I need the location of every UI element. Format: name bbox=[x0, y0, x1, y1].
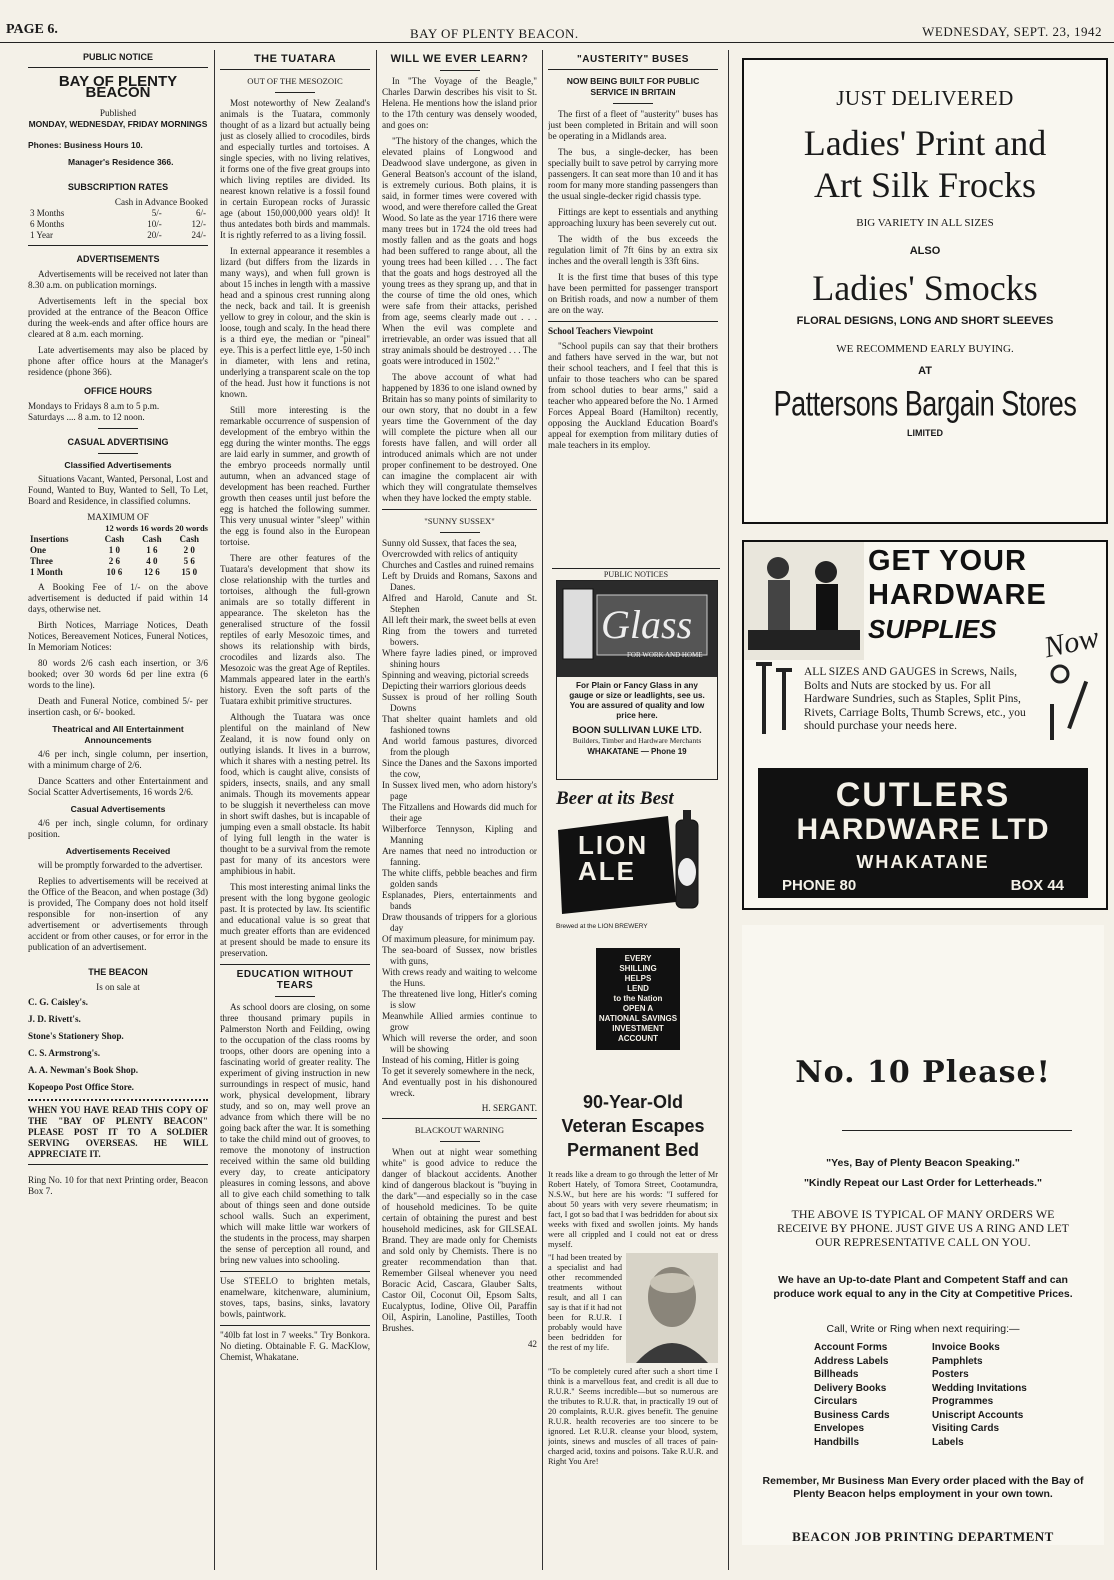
product-item: Account Forms bbox=[814, 1342, 888, 1353]
seller-item: Kopeopo Post Office Store. bbox=[28, 1082, 134, 1092]
ad-number: 42 bbox=[527, 1339, 537, 1349]
divider bbox=[382, 1118, 537, 1119]
hardware-headline-1: GET YOUR bbox=[868, 545, 1027, 577]
article-body bbox=[220, 98, 370, 959]
table-cell: 3 Months bbox=[30, 208, 65, 218]
paragraph: Fittings are kept to essentials and anything approaching luxury has been severely cut out. bbox=[548, 207, 718, 228]
paragraph: Still more interesting is the remarkable occurrence of suspension of development of the embryo within the egg during the winter months. The eggs are laid early in summer, and growth of the embryo proceeds normally until autumn, when an advanced stage of development has been reached. Further growth then ceases until just before the egg is hatched the following summer. This very unusual winter "sleep" within the egg is found also in the European tortoise. bbox=[220, 405, 370, 547]
table-cell: 6 Months bbox=[30, 219, 65, 229]
poem-line: Where fayre ladies pined, or improved shining hours bbox=[382, 648, 537, 669]
divider bbox=[98, 453, 138, 454]
article-title: "AUSTERITY" BUSES bbox=[577, 54, 689, 65]
article-body: When out at night wear something white" is good advice to reduce the danger of blackout accidents. Another kind of dangerous blackout is "buying in the dark"—and especially so in the case of household medicines. To be quite certain of obtaining the purest and best household medicines, ask for GILSEAL Brand. They are made only for Chemists and sold only by Chemists. There is no greater recommendation than that. Remember Gilseal whenever you need Boracic Acid, Cascara, Glauber Salts, Castor Oil, Coconut Oil, Epsom Salts, Eucalyptus, Iodine, Olive Oil, Paraffin Oil, Aspirin, Lanoline, Pastilles, Tooth Brushes. bbox=[382, 1147, 537, 1333]
poem-line: Are names that need no introduction or fanning. bbox=[382, 846, 537, 867]
subscription-row bbox=[28, 230, 208, 241]
column-public-notice bbox=[28, 50, 208, 1570]
also-label: ALSO bbox=[909, 245, 941, 257]
products-left bbox=[814, 1341, 932, 1449]
savings-line: to the Nation bbox=[613, 994, 663, 1003]
poem-line: Which will reverse the order, and soon will be showing bbox=[382, 1033, 537, 1054]
article-subtitle: NOW BEING BUILT FOR PUBLIC SERVICE IN BRITAIN bbox=[566, 76, 700, 97]
poem-line: In Sussex lived men, who adorn history's page bbox=[382, 780, 537, 801]
variety-line: BIG VARIETY IN ALL SIZES bbox=[856, 217, 994, 229]
divider bbox=[28, 245, 208, 246]
product-item: Delivery Books bbox=[814, 1382, 887, 1394]
poem-line: Overcrowded with relics of antiquity bbox=[382, 549, 518, 559]
poem-line: The white cliffs, pebble beaches and firm golden sands bbox=[382, 868, 537, 889]
article-body: "School pupils can say that their brothers and fathers have served in the war, but not their school teachers, and I feel that this is unfair to those teachers who can be spared from school duties to bear arms," said a teacher who appeared before the No. 1 Armed Forces Appeal Board (Hamilton) recently, opposing the Auckland Education Board's appeal for exemption from military duties of male teachers in its employ. bbox=[548, 341, 718, 450]
divider bbox=[382, 509, 537, 510]
glass-banner bbox=[557, 581, 717, 677]
portrait-illustration bbox=[626, 1253, 718, 1363]
poem-line: With crews ready and waiting to welcome the Huns. bbox=[382, 967, 537, 988]
column-divider bbox=[376, 50, 377, 1570]
table-cell: 20/- bbox=[147, 230, 162, 240]
glass-company: BOON SULLIVAN LUKE LTD. bbox=[572, 725, 702, 736]
cutlers-name: CUTLERS bbox=[835, 776, 1011, 814]
table-cell: 24/- bbox=[191, 230, 206, 240]
subscription-heading: SUBSCRIPTION RATES bbox=[67, 182, 169, 192]
savings-line: OPEN A bbox=[622, 1004, 654, 1013]
table-cell: Cash bbox=[104, 534, 125, 544]
column-austerity bbox=[548, 50, 718, 570]
store-name: Pattersons Bargain Stores bbox=[773, 384, 1077, 424]
savings-advertisement bbox=[596, 948, 680, 1058]
poem-body bbox=[382, 538, 537, 1099]
received-paragraph: will be promptly forwarded to the advertiser. bbox=[38, 860, 203, 870]
table-cell: 5/- bbox=[151, 208, 162, 218]
product-item: Circulars bbox=[814, 1396, 858, 1407]
poem-line: All left their mark, the sweet bells at even bbox=[382, 615, 536, 625]
page-number: PAGE 6. bbox=[6, 22, 58, 37]
products-grid bbox=[814, 1341, 1104, 1449]
recommend-line: WE RECOMMEND EARLY BUYING. bbox=[836, 343, 1014, 355]
glass-tagline: FOR WORK AND HOME bbox=[627, 651, 703, 659]
brewery-credit: Brewed at the LION BREWERY bbox=[556, 923, 648, 930]
article-title: WILL WE EVER LEARN? bbox=[390, 53, 529, 65]
paragraph: Although the Tuatara was once plentiful on the mainland of New Zealand, it is now found only on outlying islands. It lives in a burrow, which it shares with a nesting petrel. Its food, which is caught alive, consists of spiders, insects, snails, and any small animals. Though its movements appear to be sluggish it nevertheless can move in short swift dashes, but is incapable of jumping even a small obstacle. Its habit of lying full length in the water is thought to be a survival from the remote past for many of its ancestors were amphibious in habit. bbox=[220, 712, 370, 876]
notice-rates: 80 words 2/6 cash each insertion, or 3/6 booked; over 30 words 6d per line extra (6 words to the line). bbox=[28, 658, 208, 690]
quote-2: "Kindly Repeat our Last Order for Letterheads." bbox=[803, 1177, 1043, 1189]
savings-line: INVESTMENT ACCOUNT bbox=[612, 1024, 664, 1043]
pattersons-advertisement bbox=[742, 58, 1108, 524]
divider bbox=[842, 1130, 1072, 1131]
steelo-ad: Use STEELO to brighten metals, enamelware, kitchenware, aluminium, stoves, taps, basins, sinks, lavatory bowls, paintwork. bbox=[220, 1276, 370, 1319]
divider bbox=[440, 1141, 480, 1142]
product-item: Labels bbox=[932, 1436, 964, 1448]
casual-heading: Casual Advertisements bbox=[70, 804, 166, 814]
table-cell: 2 6 bbox=[108, 556, 121, 566]
rates-row bbox=[28, 545, 208, 556]
birth-notices: Birth Notices, Marriage Notices, Death Notices, Bereavement Notices, Funeral Notices, In Memoriam Notices: bbox=[28, 620, 208, 652]
paper-title: BAY OF PLENTY BEACON bbox=[58, 73, 178, 101]
poem-line: Wilberforce Tennyson, Kipling and Manning bbox=[382, 824, 537, 845]
shopkeeper-illustration bbox=[744, 542, 864, 660]
product-item: Address Labels bbox=[814, 1355, 889, 1367]
on-sale: Is on sale at bbox=[96, 982, 140, 992]
public-notices-heading: PUBLIC NOTICES bbox=[552, 568, 720, 579]
poem-line: Draw thousands of trippers for a glorious day bbox=[382, 912, 537, 933]
dance-paragraph: Dance Scatters and other Entertainment and Social Scatter Advertisements, 16 words 2/6. bbox=[28, 776, 208, 797]
adv-paragraph: Late advertisements may also be placed by phone after office hours at the Manager's residence (phone 366). bbox=[28, 345, 208, 377]
cutlers-block bbox=[758, 768, 1088, 898]
plant-statement: We have an Up-to-date Plant and Competent Staff and can produce work equal to any in the City at Competitive Prices. bbox=[773, 1274, 1073, 1300]
table-cell: 1 Month bbox=[30, 567, 63, 577]
savings-line: EVERY bbox=[624, 954, 652, 963]
article-body bbox=[548, 109, 718, 316]
veteran-advertisement bbox=[548, 1090, 718, 1550]
table-cell: 15 0 bbox=[181, 567, 198, 577]
issue-date: WEDNESDAY, SEPT. 23, 1942 bbox=[922, 24, 1102, 39]
divider bbox=[220, 964, 370, 965]
typical-orders: THE ABOVE IS TYPICAL OF MANY ORDERS WE RECEIVE BY PHONE. JUST GIVE US A RING AND LET OUR REPRESENTATIVE CALL ON YOU. bbox=[776, 1207, 1069, 1249]
divider bbox=[548, 69, 718, 70]
frocks-line-2: Art Silk Frocks bbox=[813, 165, 1036, 205]
table-cell: 5 6 bbox=[183, 556, 195, 566]
office-hours-weekdays: Mondays to Fridays 8 a.m to 5 p.m. bbox=[28, 401, 160, 411]
glass-text: For Plain or Fancy Glass in any gauge or size or leadlights, see us. You are assured of quality and low price here. bbox=[569, 681, 705, 720]
death-notices: Death and Funeral Notice, combined 5/- per insertion cash, or 6/- booked. bbox=[28, 696, 208, 717]
rates-header-row bbox=[28, 534, 208, 545]
department-name: BEACON JOB PRINTING DEPARTMENT bbox=[792, 1529, 1054, 1544]
masthead-rule bbox=[0, 42, 1114, 43]
hardware-body: ALL SIZES AND GAUGES in Screws, Nails, Bolts and Nuts are stocked by us. For all Hardware Sundries, such as Staples, Split Pins, Rivets, Carriage Bolts, Thumb Screws, etc., you should purchase your needs here. bbox=[804, 666, 1026, 732]
classified-paragraph: Situations Vacant, Wanted, Personal, Lost and Found, Wanted to Buy, Wanted to Sell, To Let, Board and Residence, in classified columns. bbox=[28, 474, 208, 506]
table-cell: Cash bbox=[179, 534, 200, 544]
table-cell: Cash bbox=[142, 534, 162, 544]
bolts-icon bbox=[1040, 660, 1100, 748]
poem-line: Meanwhile Allied armies continue to grow bbox=[382, 1011, 537, 1032]
subscription-row bbox=[28, 219, 208, 230]
poem-line: Sunny old Sussex, that faces the sea, bbox=[382, 538, 517, 548]
divider bbox=[440, 532, 480, 533]
received-heading: Advertisements Received bbox=[65, 846, 171, 856]
savings-line: HELPS bbox=[624, 974, 652, 983]
article-title: EDUCATION WITHOUT TEARS bbox=[236, 969, 354, 991]
table-cell: 12/- bbox=[191, 219, 206, 229]
published-label: Published bbox=[99, 108, 137, 118]
casual-paragraph: 4/6 per inch, single column, for ordinary position. bbox=[28, 818, 208, 839]
table-cell: 1 6 bbox=[146, 545, 158, 555]
cutlers-hardware: HARDWARE LTD bbox=[796, 813, 1050, 846]
now-script: Now bbox=[1041, 620, 1102, 665]
poem-line: The threatened live long, Hitler's coming is slow bbox=[382, 989, 537, 1010]
just-delivered: JUST DELIVERED bbox=[836, 86, 1014, 110]
column-divider bbox=[214, 50, 215, 1570]
classified-heading: Classified Advertisements bbox=[64, 460, 172, 470]
poem-line: Churches and Castles and ruined remains bbox=[382, 560, 534, 570]
table-cell: 4 0 bbox=[146, 556, 158, 566]
maximum-heading: MAXIMUM OF bbox=[87, 512, 149, 522]
poem-line: To get it severely somewhere in the neck, bbox=[382, 1066, 535, 1076]
adv-paragraph: Advertisements left in the special box provided at the entrance of the Beacon Office during the week-ends and after office hours are cleared at 8 a.m. each morning. bbox=[28, 296, 208, 339]
poem-line: And eventually post in his dishonoured wreck. bbox=[382, 1077, 537, 1098]
poem-line: Depicting their warriors glorious deeds bbox=[382, 681, 526, 691]
poem-line: Ring from the towers and turreted bowers. bbox=[382, 626, 537, 647]
article-title: School Teachers Viewpoint bbox=[548, 326, 654, 336]
table-cell: Three bbox=[30, 556, 53, 566]
column-darwin bbox=[382, 50, 537, 1570]
paragraph: The bus, a single-decker, has been specially built to save petrol by carrying more passengers. It can seat more than 10 and it has room for many more standing passengers than the usual single-decker rigid chassis type. bbox=[548, 147, 718, 201]
publication-days: MONDAY, WEDNESDAY, FRIDAY MORNINGS bbox=[28, 119, 208, 129]
masthead bbox=[0, 0, 1114, 44]
table-cell: 1 Year bbox=[30, 230, 54, 240]
table-cell: 1 0 bbox=[108, 545, 121, 555]
paragraph: In "The Voyage of the Beagle," Charles Darwin describes his visit to St. Helena. He mentions how the island prior to the 17th century was densely wooded, and goes on: bbox=[382, 76, 537, 130]
product-item: Pamphlets bbox=[932, 1355, 983, 1367]
poem-line: Sussex is proud of her rolling South Downs bbox=[382, 692, 537, 713]
portrait-photo bbox=[626, 1253, 718, 1363]
rates-table bbox=[28, 534, 208, 578]
article-subtitle: OUT OF THE MESOZOIC bbox=[247, 76, 343, 86]
at-label: AT bbox=[918, 365, 932, 377]
poem-line: Instead of his coming, Hitler is going bbox=[382, 1055, 520, 1065]
bonkora-ad: "40lb fat lost in 7 weeks." Try Bonkora. No dieting. Obtainable F. G. MacKlow, Chemist, Whakatane. bbox=[220, 1330, 370, 1362]
subscription-table bbox=[28, 208, 208, 241]
poem-line: Left by Druids and Romans, Saxons and Danes. bbox=[382, 571, 537, 592]
paragraph: In external appearance it resembles a lizard (but differs from the lizards in many ways), and when full grown is about 15 inches in length with a massive head and a spinous crest running along the neck, back and tail. It is greenish yellow to grey in colour, and the skin is loose, tough and scaly. In the head there is a third eye, the median or "pineal" eye. This is a perfect little eye, 1-50 inch in diameter, with lens and retina, underlying a transparent scale on the top of the head. Just how it functions is not known. bbox=[220, 246, 370, 399]
glass-advertisement bbox=[556, 580, 718, 780]
cutlers-box: BOX 44 bbox=[1010, 877, 1064, 894]
rates-row bbox=[28, 556, 208, 567]
poem-line: Esplanades, Piers, entertainments and bands bbox=[382, 890, 537, 911]
column-tuatara bbox=[220, 50, 370, 1570]
seller-item: C. S. Armstrong's. bbox=[28, 1048, 101, 1058]
article-body: It reads like a dream to go through the letter of Mr Robert Hately, of Tomora Street, Cootamundra, N.S.W., but here are his words: "I suffered for about 50 years with very severe rheumatism; in fact, I got so bad that I was bedridden for about six weeks with fixed and swollen joints. My hands were all crippled and I could not eat or dress myself. bbox=[548, 1170, 718, 1249]
office-hours-saturday: Saturdays .... 8 a.m. to 12 noon. bbox=[28, 412, 145, 422]
maximum-columns: 12 words 16 words 20 words bbox=[105, 523, 208, 533]
paragraph: The first of a fleet of "austerity" buses has just been completed in Britain and will soon be operating in a Midlands area. bbox=[548, 109, 718, 141]
cutlers-phone: PHONE 80 bbox=[782, 877, 857, 894]
article-body: "To be completely cured after such a short time I think is a marvellous feat, and credit is all due to R.U.R." Seems incredible—but so numerous are the tributes to R.U.R. that, in practically 19 out of 20 complaints, R.U.R. gives benefit. The genuine R.U.R. health recoveries are too sincere to be ignored. Let R.U.R. cleanse your blood, system, joints, sinews and muscles of all traces of pain-charged acid, toxins and poisons. Take R.U.R. and Right You Are! bbox=[548, 1367, 718, 1466]
screws-icon bbox=[752, 660, 802, 748]
beacon-printing-advertisement bbox=[742, 925, 1104, 1545]
table-cell: 10 6 bbox=[106, 567, 123, 577]
product-item: Wedding Invitations bbox=[932, 1382, 1027, 1394]
seller-item: C. G. Caisley's. bbox=[28, 997, 88, 1007]
paragraph: This most interesting animal links the present with the long bygone geologic past. It is protected by law. Its scientific and educational value is so great that much greater efforts than are evidenced at present should be made to ensure its preservation. bbox=[220, 882, 370, 958]
cutlers-hardware-advertisement bbox=[742, 540, 1108, 910]
beer-slogan: Beer at its Best bbox=[556, 788, 674, 809]
paragraph: It is the first time that buses of this type have been permitted for passenger transport on British roads, and now a number of them are on the way. bbox=[548, 272, 718, 315]
poem-line: Alfred and Harold, Canute and St. Stephen bbox=[382, 593, 537, 614]
poem-line: And world famous pastures, divorced from the plough bbox=[382, 736, 537, 757]
sellers-list bbox=[28, 997, 208, 1093]
divider bbox=[28, 1164, 208, 1165]
poem-line: The Fitzallens and Howards did much for their age bbox=[382, 802, 537, 823]
poem-line: Spinning and weaving, pictorial screeds bbox=[382, 670, 529, 680]
paragraph: "The history of the changes, which the elevated plains of Longwood and Deadwood slave undergone, as given in General Beatson's account of the island, is extremely curious. Both plains, it is said, in former times were covered with wood, and were therefore called the Great Wood. So late as the year 1716 there were many trees but in 1724 the old trees had mostly fallen and as the goats and hogs had been suffered to range about, all the young trees had been killed . . . The fact that the goats and hogs destroyed all the young trees as they sprang up, and that in the course of time the old ones, which were safe from their attacks, perished from age, seems clearly made out . . . When the evil was complete and irretrievable, an order was issued that all stray animals should be destroyed . . . The goats were introduced in 1502." bbox=[382, 136, 537, 366]
seller-item: A. A. Newman's Book Shop. bbox=[28, 1065, 139, 1075]
hardware-banner bbox=[744, 542, 1106, 665]
product-item: Visiting Cards bbox=[932, 1423, 1000, 1434]
article-body bbox=[382, 76, 537, 504]
table-cell: Insertions bbox=[30, 534, 69, 544]
article-title: 90-Year-Old Veteran Escapes Permanent Bed bbox=[561, 1092, 705, 1160]
cutlers-town: WHAKATANE bbox=[856, 852, 990, 872]
table-cell: 6/- bbox=[196, 208, 206, 218]
glass-phone: WHAKATANE — Phone 19 bbox=[587, 747, 687, 756]
subscription-columns: Cash in Advance Booked bbox=[114, 197, 208, 207]
poem-line: Since the Danes and the Saxons imported the cow, bbox=[382, 758, 537, 779]
divider bbox=[440, 70, 480, 71]
beacon-heading: THE BEACON bbox=[88, 967, 148, 977]
article-title: BLACKOUT WARNING bbox=[414, 1125, 505, 1135]
poem-line: That shelter quaint hamlets and old fashioned towns bbox=[382, 714, 537, 735]
product-item: Billheads bbox=[814, 1369, 859, 1380]
glass-subtitle: Builders, Timber and Hardware Merchants bbox=[572, 736, 702, 745]
hardware-body-area bbox=[744, 660, 1106, 748]
divider bbox=[220, 1271, 370, 1272]
hardware-headline-2: HARDWARE bbox=[868, 579, 1047, 611]
product-item: Posters bbox=[932, 1369, 969, 1380]
footer-notice: Ring No. 10 for that next Printing order, Beacon Box 7. bbox=[28, 1175, 208, 1196]
casual-advertising-heading: CASUAL ADVERTISING bbox=[67, 437, 169, 447]
advertisements-heading: ADVERTISEMENTS bbox=[76, 254, 160, 264]
table-cell: 10/- bbox=[147, 219, 162, 229]
paper-name: BAY OF PLENTY BEACON. bbox=[410, 26, 579, 41]
product-item: Programmes bbox=[932, 1396, 994, 1407]
table-cell: 2 0 bbox=[183, 545, 195, 555]
divider bbox=[220, 69, 370, 70]
poem-title: "SUNNY SUSSEX" bbox=[424, 516, 495, 526]
frocks-line-1: Ladies' Print and bbox=[803, 123, 1047, 163]
replies-paragraph: Replies to advertisements will be received at the Office of the Beacon, and when postage (3d) is provided, The Company does not hold itself responsible for non-insertion of any advertisement or advertisements through accident or from other causes, or for error in the publication of an advertisement. bbox=[28, 876, 208, 952]
savings-text bbox=[596, 948, 680, 1050]
poem-line: Of maximum pleasure, for minimum pay. bbox=[382, 934, 535, 944]
divider bbox=[98, 428, 138, 429]
smocks-heading: Ladies' Smocks bbox=[812, 268, 1038, 308]
seller-item: J. D. Rivett's. bbox=[28, 1014, 81, 1024]
subscription-row bbox=[28, 208, 208, 219]
divider bbox=[28, 67, 208, 68]
paragraph: The above account of what had happened by 1836 to one island owned by Britain has so many points of similarity to our own story, that no doubt in a few years time the Government of the day will complete the picture when all our forests have fallen, and will order all introduced animals which are not under proper confinement to be destroyed. One can imagine the complacent air with which they will congratulate themselves when they have locked the empty stable. bbox=[382, 372, 537, 503]
theatrical-paragraph: 4/6 per inch, single column, per insertion, with a minimum charge of 2/6. bbox=[28, 749, 208, 770]
hardware-headline-3: SUPPLIES bbox=[868, 614, 997, 644]
divider bbox=[28, 1099, 208, 1101]
divider bbox=[613, 103, 653, 104]
article-body: "I had been treated by a specialist and had other recommended treatments without result, and all I can say is that if it had not been for R.U.R. I probably would have been bedridden for the rest of my life. bbox=[548, 1253, 622, 1352]
lion-ale-advertisement bbox=[556, 788, 716, 938]
poem-author: H. SERGANT. bbox=[481, 1103, 537, 1113]
phones-residence: Manager's Residence 366. bbox=[68, 157, 174, 167]
table-cell: 12 6 bbox=[143, 567, 160, 577]
product-item: Envelopes bbox=[814, 1423, 865, 1434]
theatrical-heading: Theatrical and All Entertainment Announcements bbox=[52, 724, 184, 745]
savings-line: LEND bbox=[627, 984, 649, 993]
product-item: Uniscript Accounts bbox=[932, 1409, 1024, 1421]
poem-line: The sea-board of Sussex, now bristles with guns, bbox=[382, 945, 537, 966]
no-ten-headline: No. 10 Please! bbox=[795, 1055, 1051, 1090]
article-title: THE TUATARA bbox=[253, 53, 337, 65]
public-notice-heading: PUBLIC NOTICE bbox=[82, 52, 153, 62]
paragraph: The width of the bus exceeds the regulation limit of 7ft 6ins by an extra six inches and the overall length is 33ft 6ins. bbox=[548, 234, 718, 266]
paragraph: Most noteworthy of New Zealand's animals is the Tuatara, commonly thought of as a lizard but actually being just as closely allied to crocodiles, birds and especially turtles and tortoises. A single species, with no living relatives, it forms one of the five great groups into which living reptiles are divided. Its nearest known relative is a fossil found in certain European rocks of Jurassic age (about 150,000,000 years old)! It thus antedates both birds and mammals. It is rightly referred to as a living fossil. bbox=[220, 98, 370, 240]
seller-item: Stone's Stationery Shop. bbox=[28, 1031, 124, 1041]
divider bbox=[220, 1325, 370, 1326]
phones-business: Phones: Business Hours 10. bbox=[28, 140, 143, 150]
divider bbox=[548, 321, 718, 322]
column-divider bbox=[728, 50, 729, 1570]
savings-line: NATIONAL SAVINGS bbox=[598, 1014, 678, 1023]
article-body: As school doors are closing, on some three thousand primary pupils in Palmerston North and Feilding, owing to the occupation of the class rooms by troops, other doors are opening into a fascinating world of greater reality. The experiment of giving instruction in new surroundings in respect of music, hand work, physical development, library study, and so on, may well prove an advance from which there will be no going back after the war. It is something to take the child mind out of grooves, to remove the monotony of instruction received within the same old building every day, to create anticipatory pleasures in coming lessons, and above all to give each child something to talk about of things seen and done outside school walls. Such an experiment, which will make little war workers of the students in the process, may sharpen the sense of perception all round, and bring new values into schooling. bbox=[220, 1002, 370, 1265]
divider bbox=[275, 92, 315, 93]
column-divider bbox=[542, 50, 543, 1570]
divider bbox=[275, 996, 315, 997]
products-right bbox=[932, 1341, 1082, 1449]
product-item: Invoice Books bbox=[932, 1342, 1000, 1353]
quote-1: "Yes, Bay of Plenty Beacon Speaking." bbox=[826, 1157, 1020, 1169]
paragraph: There are other features of the Tuatara's development that show its close relationship with the turtles and tortoises, although the full-grown animals are so totally different in appearance. The skeleton has the generalised structure of the fossil reptiles of early Mesozoic times, and shows its relationship with birds, crocodiles and lizards also. The Mesozoic was the great Age of Reptiles. Mammals appeared later in the earth's history. Even the soft parts of the Tuatara exhibit primitive structures. bbox=[220, 553, 370, 706]
office-hours-heading: OFFICE HOURS bbox=[83, 386, 152, 396]
lion-ale-name: LION ALE bbox=[578, 830, 649, 886]
remember-line: Remember, Mr Business Man Every order placed with the Bay of Plenty Beacon helps employment in your own town. bbox=[762, 1475, 1084, 1500]
product-item: Business Cards bbox=[814, 1409, 890, 1421]
table-cell: One bbox=[30, 545, 47, 555]
floral-line: FLORAL DESIGNS, LONG AND SHORT SLEEVES bbox=[796, 315, 1054, 327]
booking-fee: A Booking Fee of 1/- on the above advertisement is deducted if paid within 14 days, otherwise net. bbox=[28, 582, 208, 614]
call-line: Call, Write or Ring when next requiring:— bbox=[826, 1323, 1020, 1335]
limited-label: LIMITED bbox=[907, 428, 943, 438]
adv-paragraph: Advertisements will be received not later than 8.30 a.m. on publication mornings. bbox=[28, 269, 208, 290]
soldier-notice: WHEN YOU HAVE READ THIS COPY OF THE "BAY OF PLENTY BEACON" PLEASE POST IT TO A SOLDIER SERVING OVERSEAS. HE WILL APPRECIATE IT. bbox=[28, 1105, 208, 1159]
glass-word: Glass bbox=[601, 602, 693, 647]
rates-row bbox=[28, 567, 208, 578]
savings-line: SHILLING bbox=[619, 964, 657, 973]
product-item: Handbills bbox=[814, 1436, 860, 1448]
